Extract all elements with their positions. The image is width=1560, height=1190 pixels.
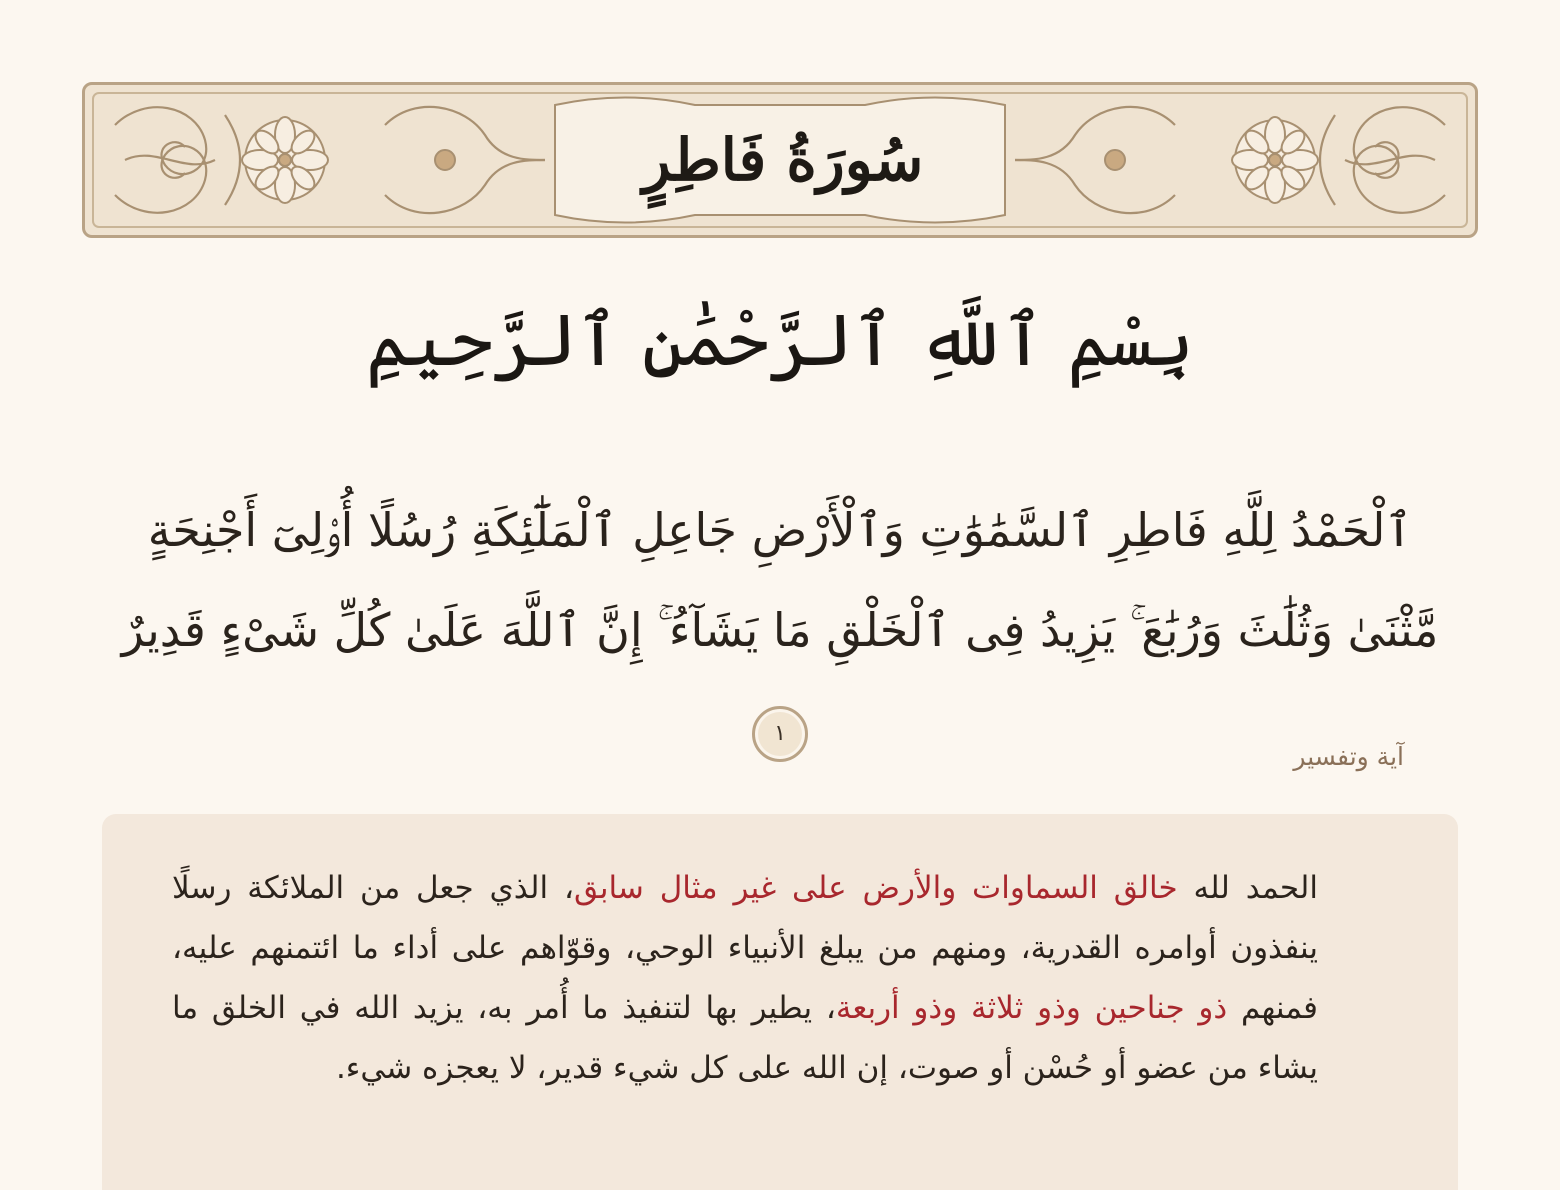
tafsir-text: [172, 858, 1318, 1098]
section-label: آية وتفسير: [1293, 742, 1404, 771]
ayah-text: ٱلْحَمْدُ لِلَّهِ فَاطِرِ ٱلسَّمَٰوَٰتِ وَٱلْأَرْضِ جَاعِلِ ٱلْمَلَٰٓئِكَةِ رُسُلًا أُو۟لِىٓ أَجْنِحَةٍ مَّثْنَىٰ وَثُلَٰثَ وَرُبَٰعَ ۚ يَزِيدُ فِى ٱلْخَلْقِ مَا يَشَآءُ ۚ إِنَّ ٱللَّهَ عَلَىٰ كُلِّ شَىْءٍ قَدِيرٌ: [121, 503, 1439, 657]
tafsir-highlight: خالق السماوات والأرض على غير مثال سابق: [573, 870, 1178, 906]
tafsir-card: [102, 814, 1458, 1190]
tafsir-highlight: ذو جناحين وذو ثلاثة وذو أربعة: [835, 990, 1228, 1026]
ayah-number-badge[interactable]: ١: [752, 706, 808, 762]
tafsir-segment: ، الذي جعل من الملائكة رسلًا ينفذون أوامره القدرية، ومنهم من يبلغ الأنبياء الوحي، وقوّاهم على أداء ما ائتمنهم عليه، فمنهم: [172, 870, 1319, 1026]
ayah-text-block[interactable]: [110, 480, 1450, 780]
tafsir-segment: ، يطير بها لتنفيذ ما أُمر به، يزيد الله في الخلق ما يشاء من عضو أو حُسْن أو صوت، إن الله على كل شيء قدير، لا يعجزه شيء.: [172, 990, 1318, 1086]
surah-header-banner: [82, 82, 1478, 238]
tafsir-segment: الحمد لله: [1177, 870, 1318, 906]
surah-title: سُورَةُ فَاطِرٍ: [642, 126, 924, 194]
basmala: بِسْمِ ٱللَّهِ ٱلرَّحْمَٰنِ ٱلرَّحِيمِ: [365, 298, 1195, 382]
